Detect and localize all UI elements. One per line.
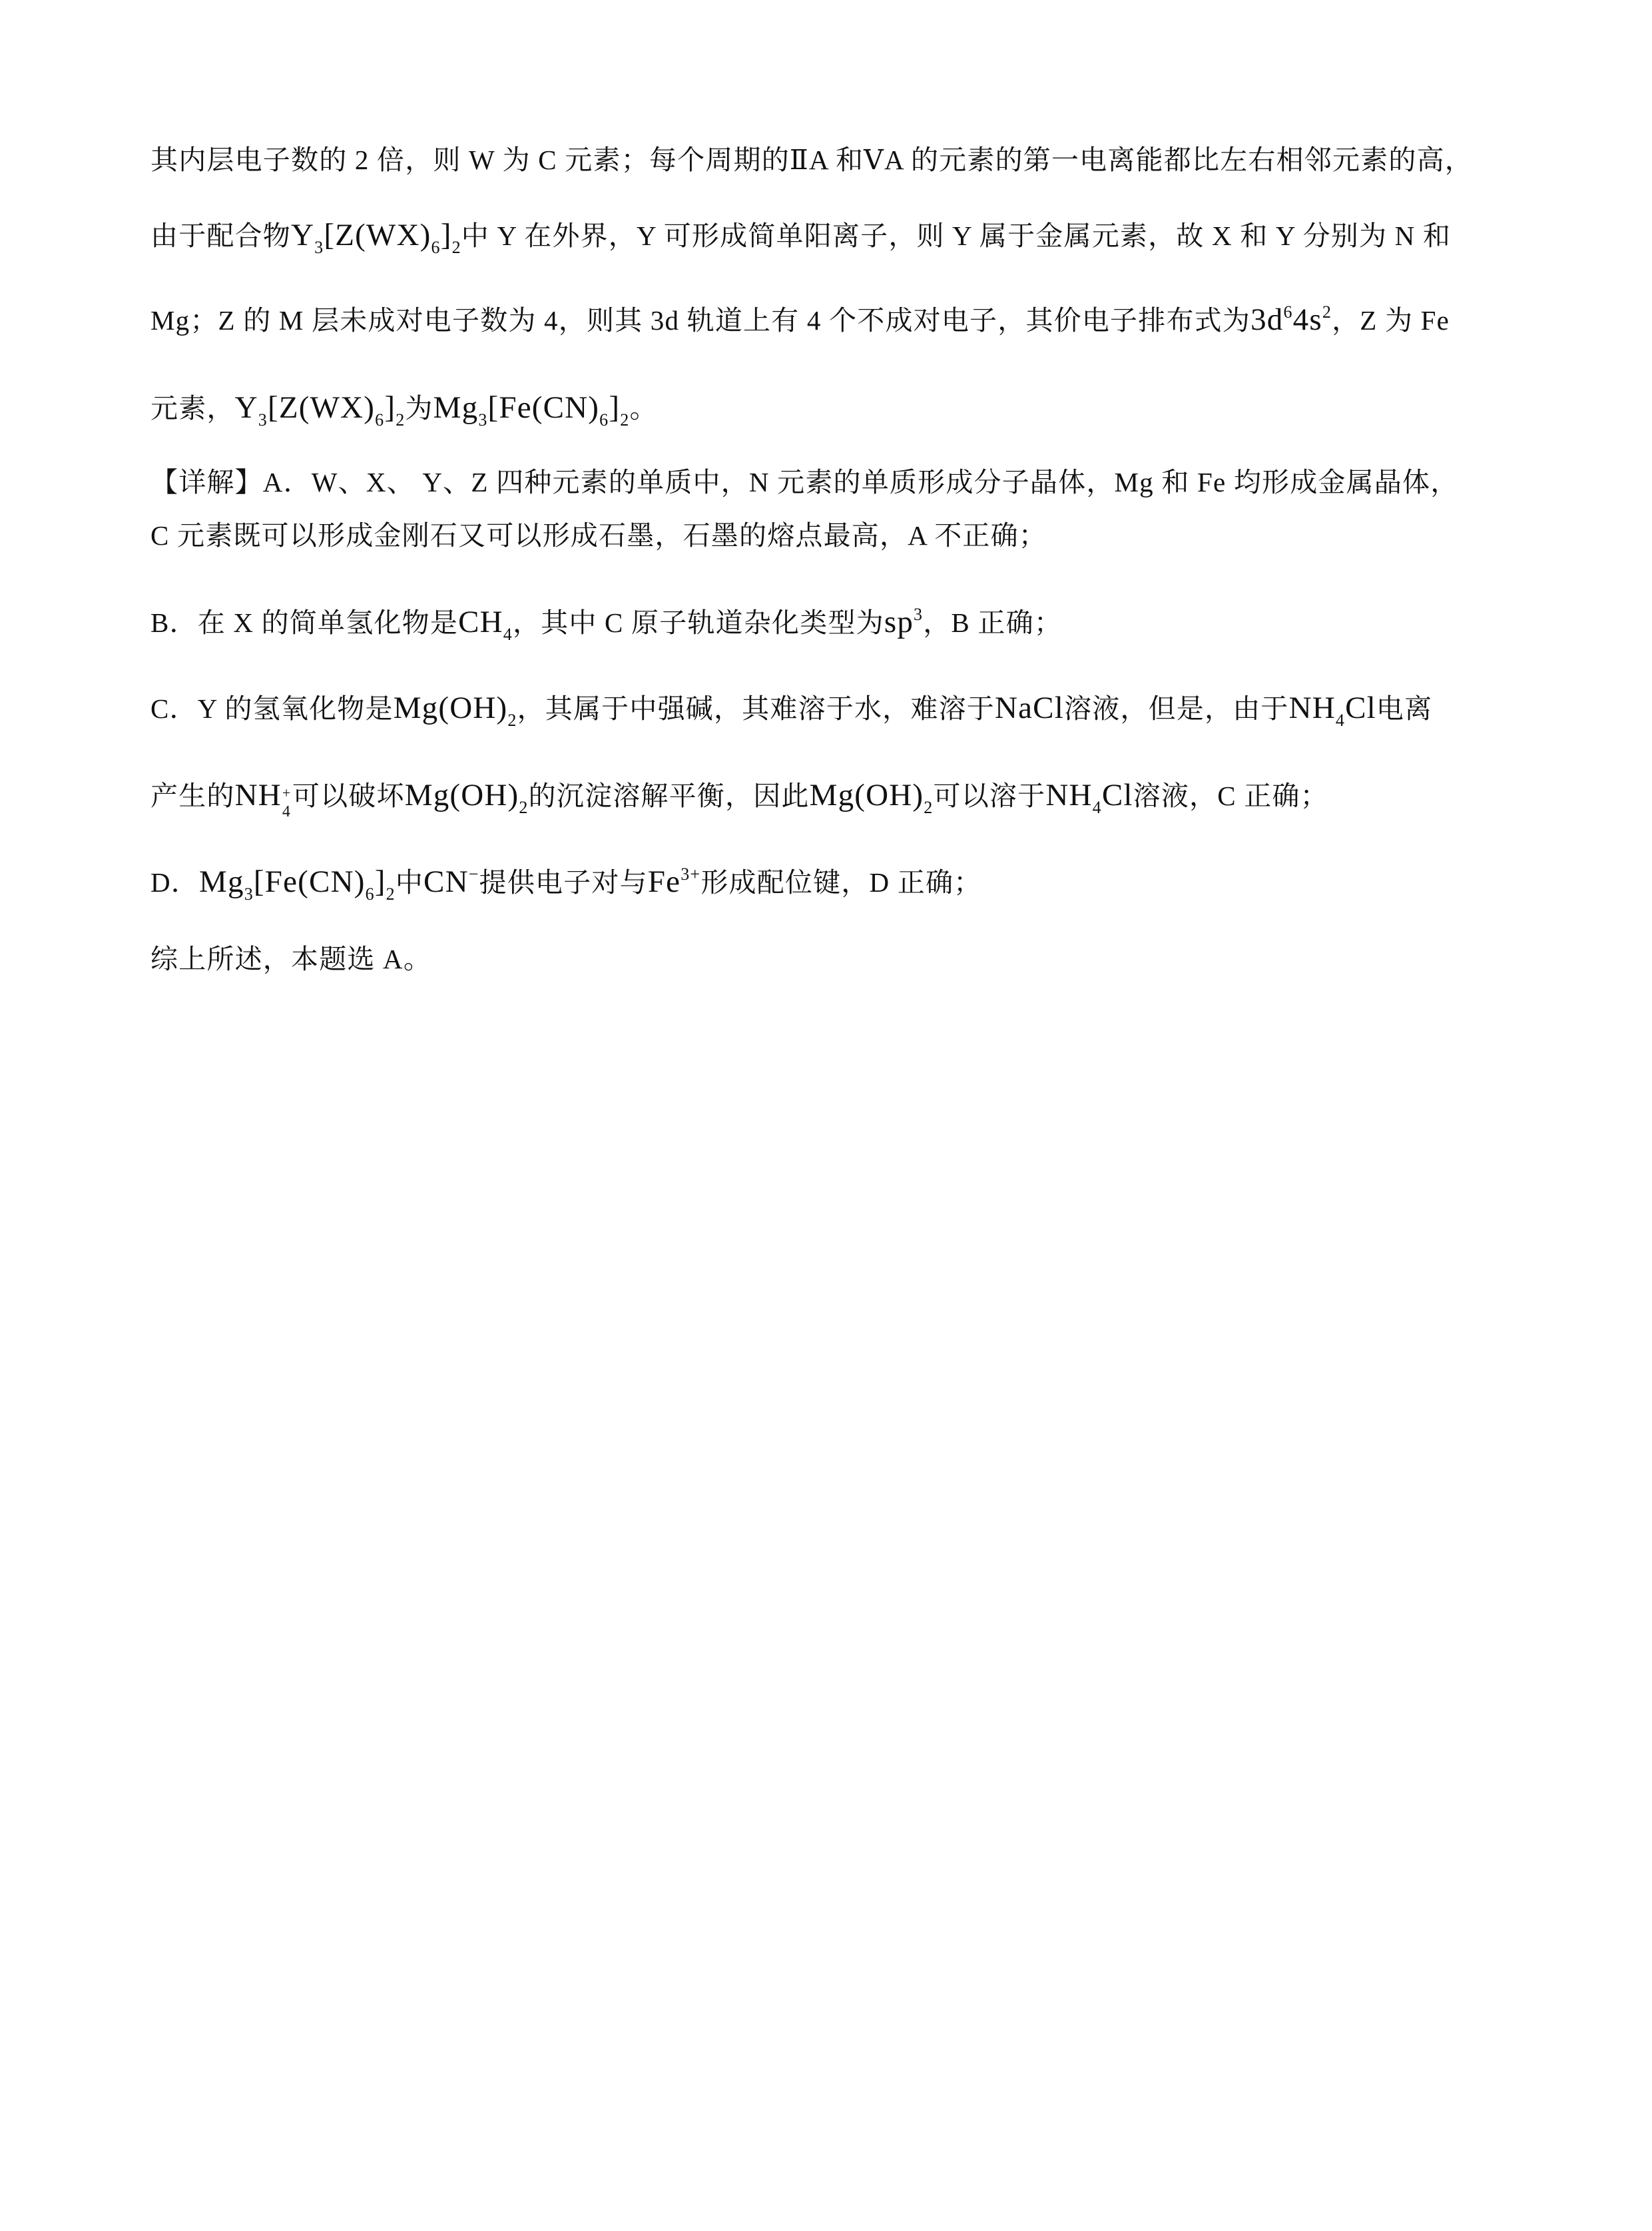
text-line-10 (150, 863, 982, 904)
text-run: ，其中 C 原子轨道杂化类型为 (512, 607, 884, 638)
text-run: 。 (629, 393, 658, 424)
text-run: 产生的 (150, 781, 235, 811)
subscript: 2 (519, 798, 529, 817)
superscript: − (468, 864, 479, 884)
subscript: 2 (507, 711, 517, 730)
superscript: 6 (1283, 302, 1293, 322)
text-run: 电离 (1376, 693, 1433, 724)
text-run: C 元素既可以形成金刚石又可以形成石墨，石墨的熔点最高，A 不正确； (150, 520, 1047, 551)
formula-run: [Z(WX) (324, 218, 431, 252)
formula-run: NaCl (994, 691, 1064, 725)
formula-run: Fe (647, 864, 681, 899)
text-run: 的沉淀溶解平衡，因此 (528, 781, 810, 811)
subscript: 6 (375, 410, 385, 430)
formula-run: Mg (199, 864, 244, 899)
formula-run: CN (423, 864, 469, 899)
subscript: 3 (244, 884, 254, 904)
text-line-5 (150, 464, 1458, 501)
superscript: 3 (914, 605, 924, 624)
formula-run: ] (609, 390, 621, 425)
text-run: 为 (405, 393, 433, 424)
formula-run: NH (1045, 778, 1093, 812)
text-line-6 (150, 517, 1047, 554)
formula-run: Cl (1345, 691, 1376, 725)
formula-run: 3d (1250, 302, 1284, 337)
text-run: 由于配合物 (150, 220, 291, 251)
text-run: D． (150, 867, 200, 898)
text-run: B．在 X 的简单氢化物是 (150, 607, 459, 638)
formula-run: [Fe(CN) (487, 390, 600, 425)
text-run: 可以溶于 (933, 781, 1046, 811)
formula-run: NH (1288, 691, 1336, 725)
subscript: 3 (314, 238, 324, 257)
subscript: 4 (503, 625, 513, 644)
superscript: 2 (1322, 302, 1332, 322)
text-run: 形成配位键，D 正确； (700, 867, 982, 898)
text-run: 中 (395, 867, 424, 898)
text-run: ，其属于中强碱，其难溶于水，难溶于 (517, 693, 995, 724)
superscript: 3+ (681, 864, 701, 884)
subscript: 3 (258, 410, 268, 430)
formula-run: Mg(OH) (404, 778, 519, 812)
subscript: 2 (620, 410, 630, 430)
text-run: Mg；Z 的 M 层未成对电子数为 4，则其 3d 轨道上有 4 个不成对电子，其价电子排布式为 (150, 305, 1251, 336)
formula-run: sp (884, 605, 914, 639)
subscript: 4 (282, 803, 292, 820)
text-run: 【详解】A．W、X、 Y、Z 四种元素的单质中，N 元素的单质形成分子晶体，Mg 和 Fe 均形成金属晶体， (150, 467, 1459, 497)
subscript: 6 (599, 410, 609, 430)
formula-run: Mg (433, 390, 479, 425)
text-line-11 (150, 940, 431, 978)
text-run: ，Z 为 Fe (1332, 305, 1450, 336)
text-run: ，B 正确； (923, 607, 1063, 638)
subscript: 6 (431, 238, 441, 257)
formula-run: Y (234, 390, 258, 425)
text-line-3 (150, 301, 1450, 339)
subscript: 6 (365, 884, 375, 904)
subscript: 2 (924, 798, 934, 817)
formula-run: ] (374, 864, 386, 899)
text-run: 其内层电子数的 2 倍，则 W 为 C 元素；每个周期的ⅡA 和ⅤA 的元素的第一电离能都比左右相邻元素的高， (150, 145, 1473, 175)
subscript: 4 (1092, 798, 1102, 817)
text-run: 溶液，C 正确； (1133, 781, 1328, 811)
text-line-9 (150, 777, 1328, 820)
text-line-4 (150, 389, 658, 430)
formula-run: Y (291, 218, 315, 252)
formula-run: [Z(WX) (267, 390, 376, 425)
formula-run: Cl (1101, 778, 1133, 812)
formula-run: ] (440, 218, 452, 252)
formula-run: 4s (1292, 302, 1322, 337)
text-run: 中 Y 在外界，Y 可形成简单阳离子，则 Y 属于金属元素，故 X 和 Y 分别为 N 和 (461, 220, 1452, 251)
formula-run: Mg(OH) (393, 691, 508, 725)
charge-stack (282, 785, 292, 820)
subscript: 2 (396, 410, 406, 430)
formula-run: ] (384, 390, 396, 425)
subscript: 2 (386, 884, 396, 904)
subscript: 2 (451, 238, 461, 257)
formula-run: CH (458, 605, 503, 639)
text-line-2 (150, 216, 1452, 257)
text-run: 提供电子对与 (479, 867, 648, 898)
formula-run: Mg(OH) (809, 778, 924, 812)
subscript: 3 (478, 410, 488, 430)
text-run: 综上所述，本题选 A。 (150, 944, 432, 974)
text-line-7 (150, 603, 1063, 644)
text-line-8 (150, 689, 1433, 730)
formula-run: NH (234, 778, 282, 812)
superscript: + (282, 785, 292, 801)
text-run: 可以破坏 (292, 781, 405, 811)
text-run: 溶液，但是，由于 (1064, 693, 1289, 724)
subscript: 4 (1335, 711, 1346, 730)
text-line-1 (150, 141, 1473, 178)
text-run: C．Y 的氢氧化物是 (150, 693, 394, 724)
text-run: 元素， (150, 393, 235, 424)
formula-run: [Fe(CN) (253, 864, 366, 899)
